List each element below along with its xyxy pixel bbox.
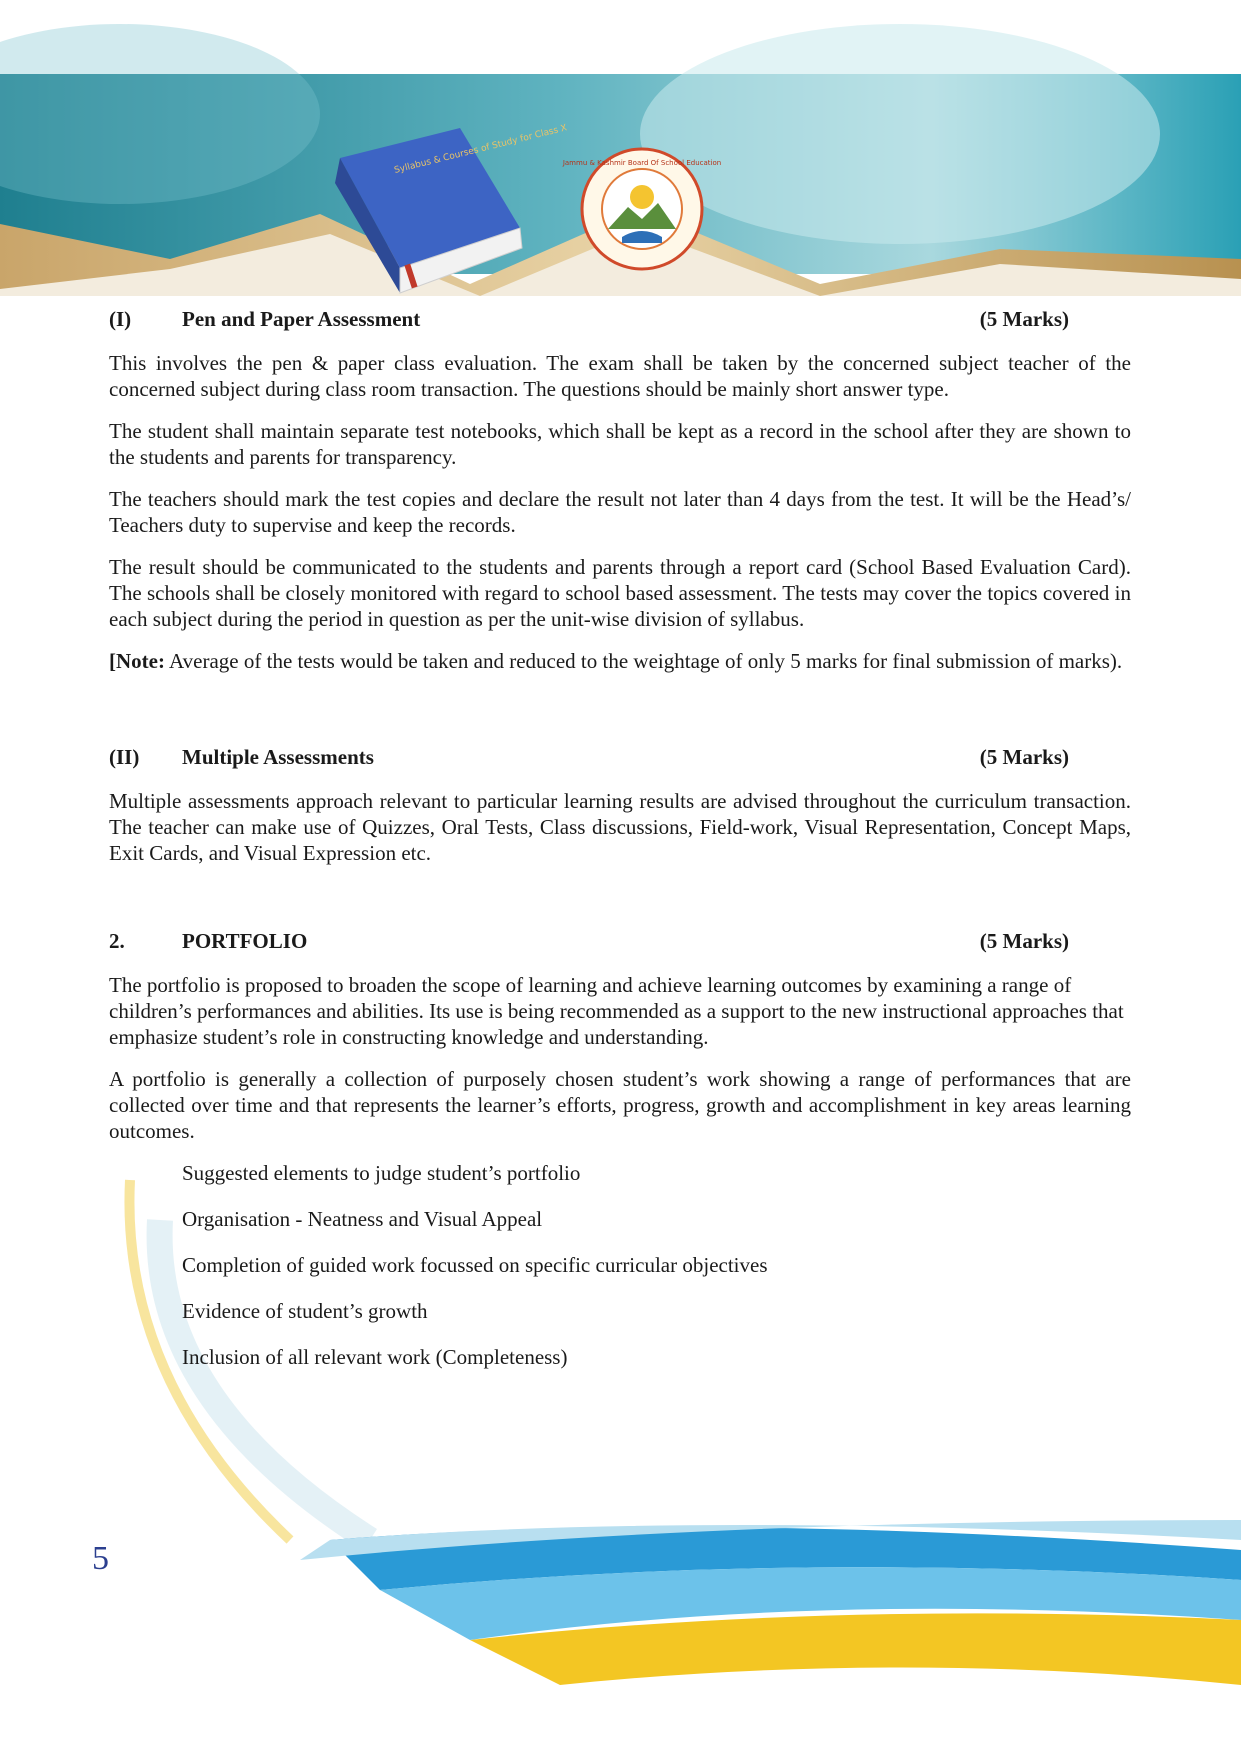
- footer-wave: [0, 1520, 1241, 1685]
- note-text: Average of the tests would be taken and reduced to the weightage of only 5 marks for final submission of marks).: [164, 649, 1123, 673]
- section-heading-portfolio: [109, 928, 1131, 954]
- paragraph: The student shall maintain separate test notebooks, which shall be kept as a record in the school after they are shown to the students and parents for transparency.: [109, 419, 1131, 469]
- syllabus-book-image: [300, 123, 569, 308]
- list-item: Evidence of student’s growth: [182, 1299, 428, 1323]
- page-number: 5: [92, 1540, 109, 1577]
- paragraph: The portfolio is proposed to broaden the scope of learning and achieve learning outcomes by examining a range of children’s performances and abilities. Its use is being recommended as a support to the new instructional approaches that emphasize student’s role in constructing knowledge and understanding.: [109, 973, 1124, 1049]
- paragraph: A portfolio is generally a collection of purposely chosen student’s work showing a range of performances that are collected over time and that represents the learner’s efforts, progress, growth and accomplishment in key areas learning outcomes.: [109, 1067, 1131, 1143]
- list-item: Inclusion of all relevant work (Completeness): [182, 1345, 568, 1369]
- section-heading-pen-paper: [109, 306, 1131, 332]
- section-title: Pen and Paper Assessment: [182, 307, 421, 331]
- paragraph: Multiple assessments approach relevant to particular learning results are advised throughout the curriculum transaction. The teacher can make use of Quizzes, Oral Tests, Class discussions, Field-work, Visual Representation, Concept Maps, Exit Cards, and Visual Expression etc.: [109, 789, 1131, 865]
- list-item: Completion of guided work focussed on specific curricular objectives: [182, 1253, 768, 1277]
- note-paragraph: [109, 648, 1131, 674]
- section-number: 2.: [109, 929, 125, 953]
- section-title: Multiple Assessments: [182, 745, 374, 769]
- section-marks: (5 Marks): [979, 745, 1069, 769]
- emblem-text: Jammu & Kashmir Board Of School Education: [562, 159, 722, 167]
- section-heading-multiple-assessments: [109, 744, 1131, 770]
- paragraph: The teachers should mark the test copies and declare the result not later than 4 days from the test. It will be the Head’s/ Teachers duty to supervise and keep the records.: [109, 487, 1131, 537]
- section-title: PORTFOLIO: [182, 929, 308, 953]
- list-item: Organisation - Neatness and Visual Appeal: [182, 1207, 543, 1231]
- list-item: Suggested elements to judge student’s portfolio: [182, 1161, 581, 1185]
- jkbose-emblem: [562, 145, 722, 273]
- paragraph: This involves the pen & paper class evaluation. The exam shall be taken by the concerned subject teacher of the concerned subject during class room transaction. The questions should be mainly short answer type.: [109, 351, 1131, 401]
- page-content: [109, 306, 1131, 1370]
- paragraph: The result should be communicated to the students and parents through a report card (School Based Evaluation Card). The schools shall be closely monitored with regard to school based assessment. The tests may cover the topics covered in each subject during the period in question as per the unit-wise division of syllabus.: [109, 555, 1131, 631]
- section-number: (I): [109, 307, 132, 331]
- book-cover-title: Syllabus & Courses of Study for Class X: [393, 123, 569, 176]
- note-label: [Note:: [109, 649, 165, 673]
- section-number: (II): [109, 745, 140, 769]
- section-marks: (5 Marks): [979, 307, 1069, 331]
- section-marks: (5 Marks): [979, 929, 1069, 953]
